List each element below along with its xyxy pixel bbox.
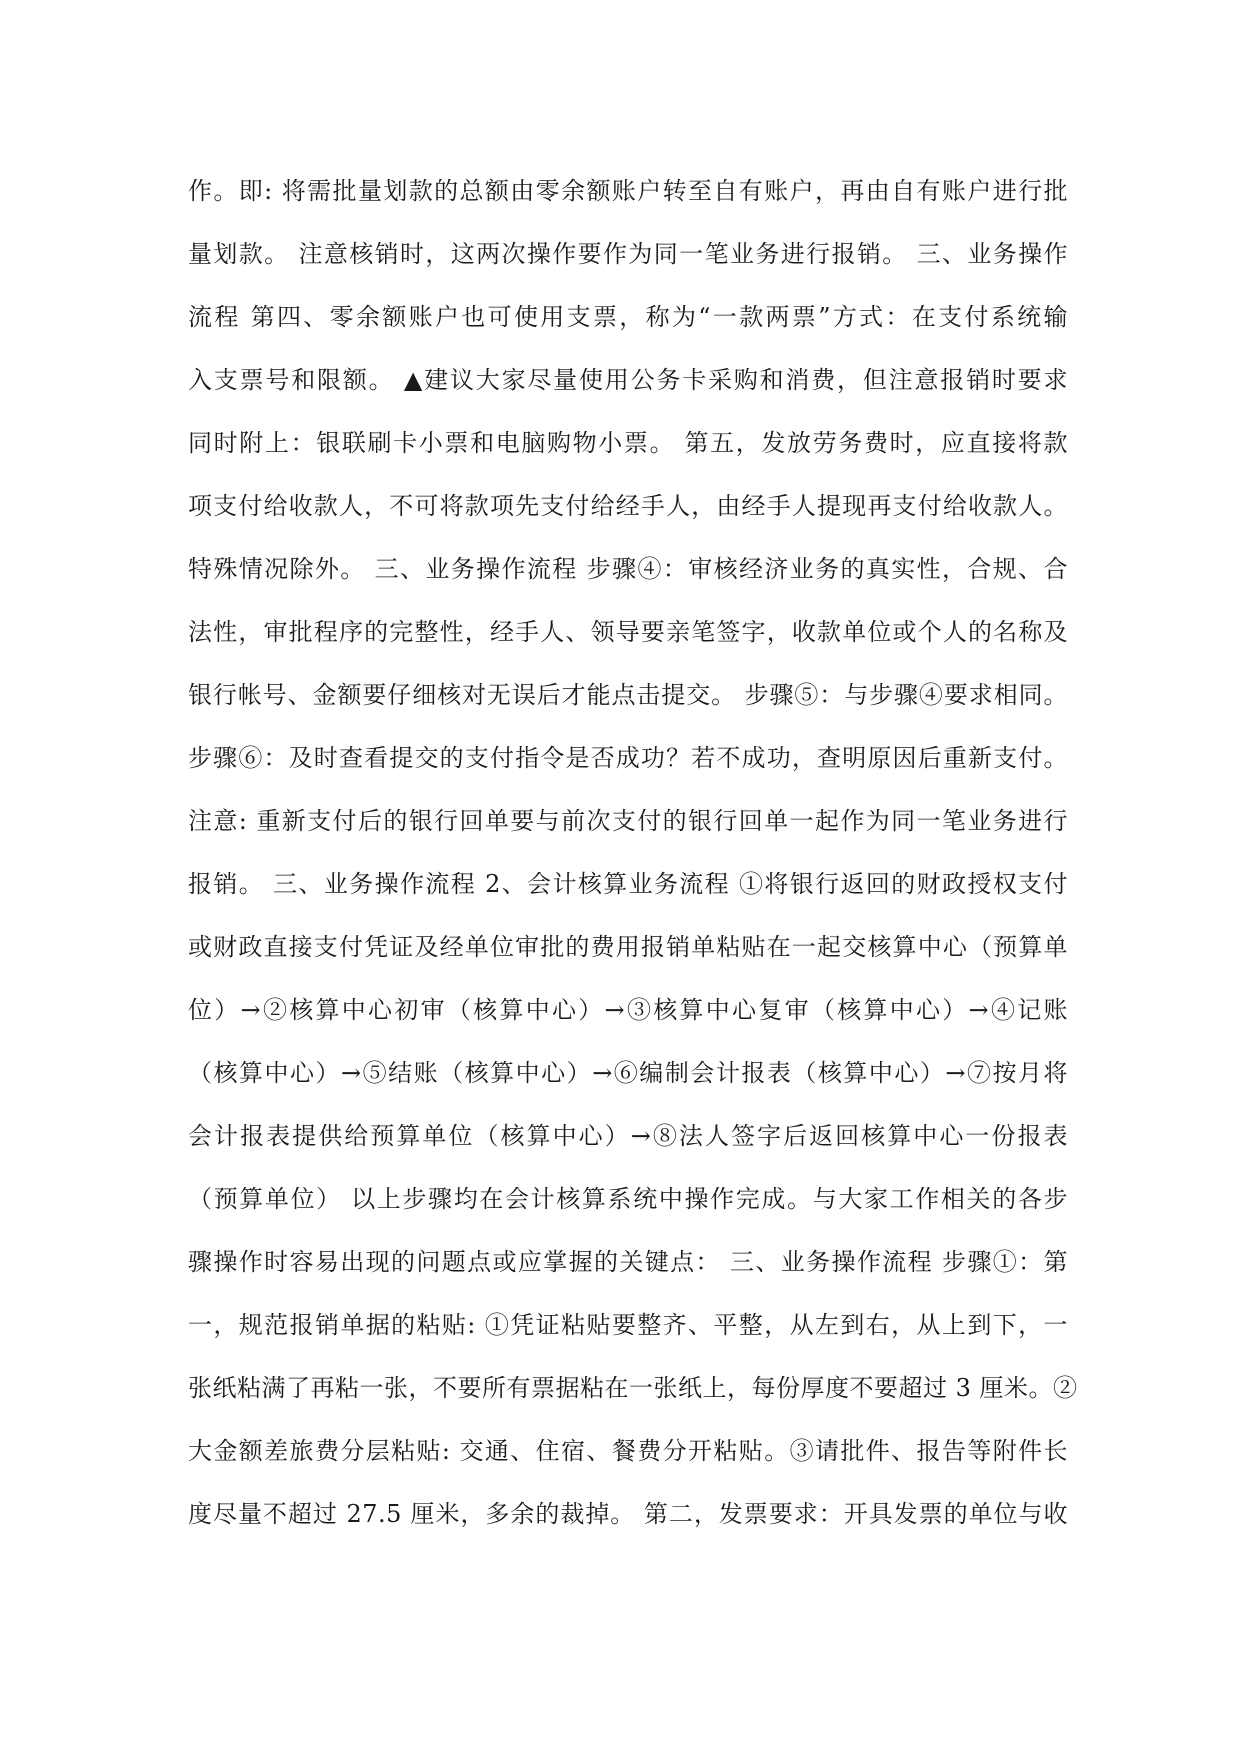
text-line: 流程 第四、零余额账户也可使用支票，称为“一款两票”方式：在支付系统输 bbox=[188, 303, 1068, 331]
body-text bbox=[188, 160, 1078, 1546]
text-line: 报销。 三、业务操作流程 2、会计核算业务流程 ①将银行返回的财政授权支付 bbox=[188, 870, 1068, 898]
text-line: 一，规范报销单据的粘贴: ①凭证粘贴要整齐、平整，从左到右，从上到下，一 bbox=[188, 1311, 1068, 1339]
text-line: 同时附上：银联刷卡小票和电脑购物小票。 第五，发放劳务费时，应直接将款 bbox=[188, 429, 1068, 457]
text-line: 度尽量不超过 27.5 厘米，多余的裁掉。 第二，发票要求：开具发票的单位与收 bbox=[188, 1500, 1068, 1528]
text-line: 位）→②核算中心初审（核算中心）→③核算中心复审（核算中心）→④记账 bbox=[188, 996, 1068, 1024]
text-line: 骤操作时容易出现的问题点或应掌握的关键点： 三、业务操作流程 步骤①：第 bbox=[188, 1248, 1068, 1276]
text-line: （预算单位） 以上步骤均在会计核算系统中操作完成。与大家工作相关的各步 bbox=[188, 1185, 1068, 1213]
text-line: 张纸粘满了再粘一张，不要所有票据粘在一张纸上，每份厚度不要超过 3 厘米。② bbox=[188, 1374, 1078, 1402]
text-line: 银行帐号、金额要仔细核对无误后才能点击提交。 步骤⑤：与步骤④要求相同。 bbox=[188, 681, 1068, 709]
text-line: 大金额差旅费分层粘贴: 交通、住宿、餐费分开粘贴。③请批件、报告等附件长 bbox=[188, 1437, 1068, 1465]
text-line: 量划款。 注意核销时，这两次操作要作为同一笔业务进行报销。 三、业务操作 bbox=[188, 240, 1068, 268]
text-line: 入支票号和限额。 ▲建议大家尽量使用公务卡采购和消费，但注意报销时要求 bbox=[188, 366, 1068, 394]
text-line: 或财政直接支付凭证及经单位审批的费用报销单粘贴在一起交核算中心（预算单 bbox=[188, 933, 1068, 961]
text-line: 注意: 重新支付后的银行回单要与前次支付的银行回单一起作为同一笔业务进行 bbox=[188, 807, 1068, 835]
text-line: 法性，审批程序的完整性，经手人、领导要亲笔签字，收款单位或个人的名称及 bbox=[188, 618, 1068, 646]
text-line: 步骤⑥：及时查看提交的支付指令是否成功？若不成功，查明原因后重新支付。 bbox=[188, 744, 1068, 772]
text-line: （核算中心）→⑤结账（核算中心）→⑥编制会计报表（核算中心）→⑦按月将 bbox=[188, 1059, 1068, 1087]
text-line: 作。即: 将需批量划款的总额由零余额账户转至自有账户，再由自有账户进行批 bbox=[188, 177, 1068, 205]
text-line: 项支付给收款人，不可将款项先支付给经手人，由经手人提现再支付给收款人。 bbox=[188, 492, 1068, 520]
text-line: 会计报表提供给预算单位（核算中心）→⑧法人签字后返回核算中心一份报表 bbox=[188, 1122, 1068, 1150]
text-line: 特殊情况除外。 三、业务操作流程 步骤④：审核经济业务的真实性，合规、合 bbox=[188, 555, 1068, 583]
